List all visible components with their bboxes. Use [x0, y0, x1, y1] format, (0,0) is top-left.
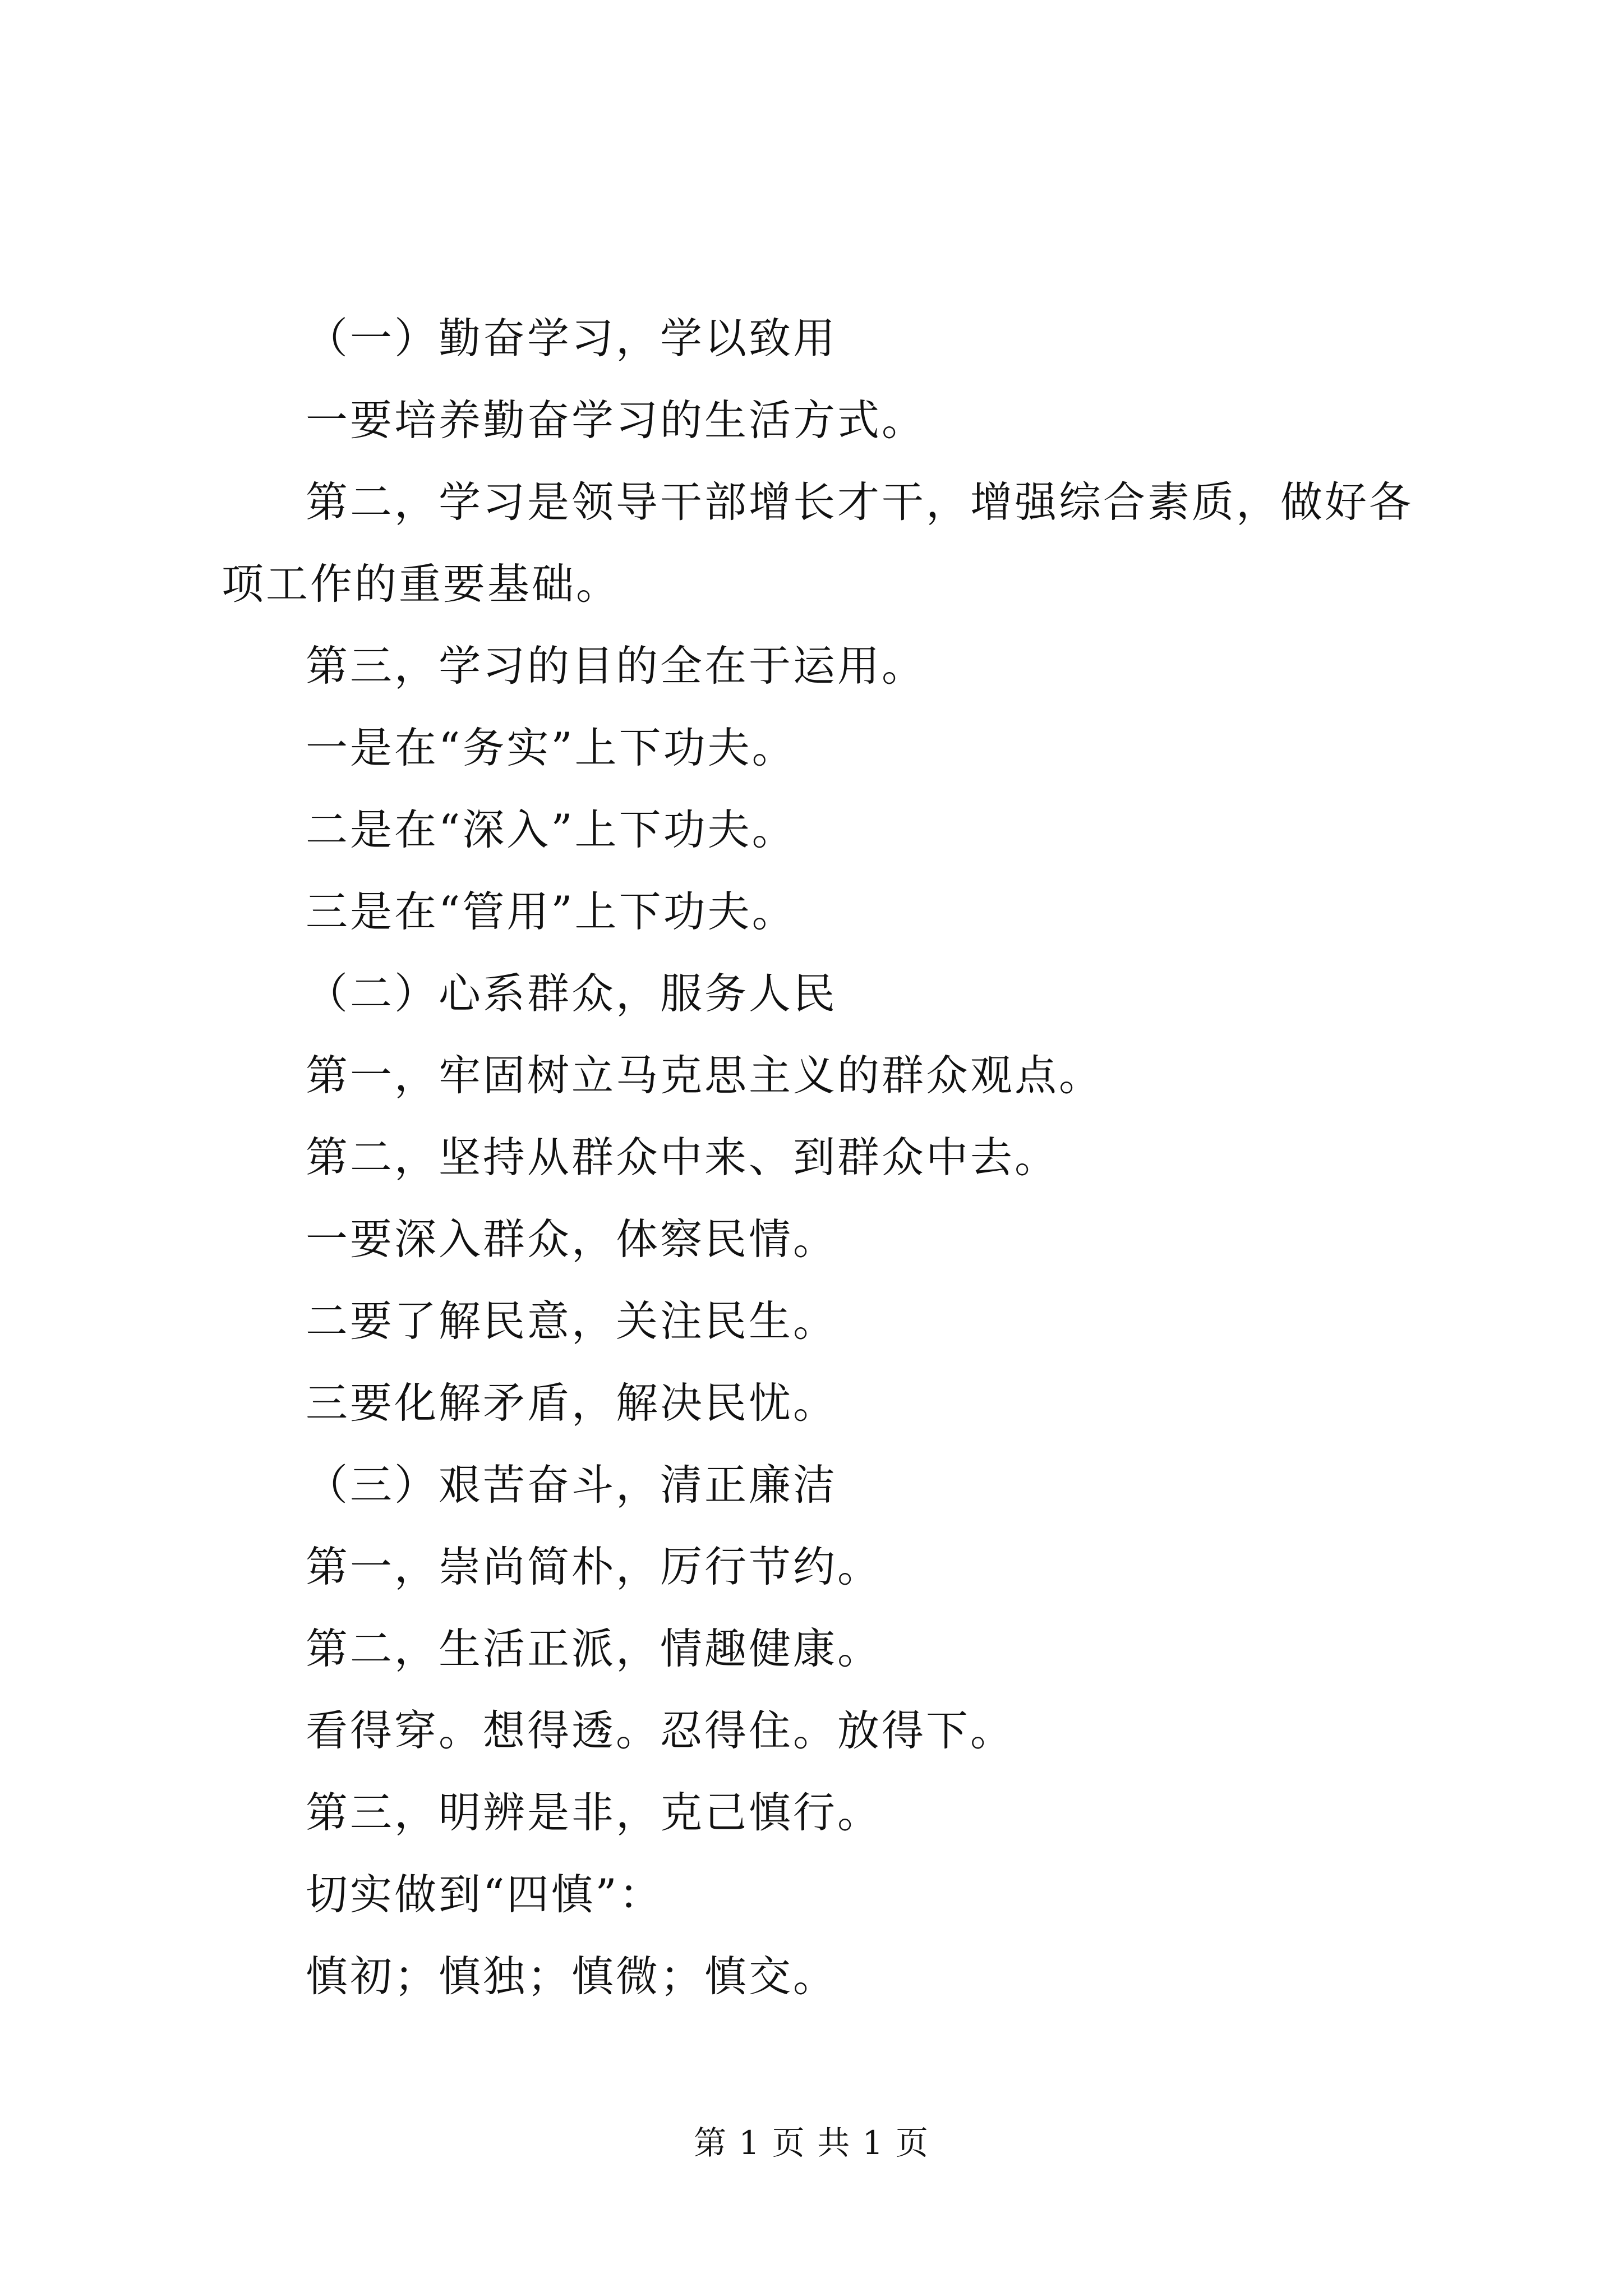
- paragraph: 二要了解民意，关注民生。: [306, 1296, 838, 1346]
- section-heading-1: （一）勤奋学习，学以致用: [306, 314, 838, 363]
- paragraph: 三要化解矛盾，解决民忧。: [306, 1378, 838, 1428]
- paragraph: 一是在“务实”上下功夫。: [306, 723, 796, 772]
- paragraph: 第二，坚持从群众中来、到群众中去。: [306, 1133, 1059, 1182]
- document-body: [222, 297, 1427, 2017]
- paragraph: 二是在“深入”上下功夫。: [306, 805, 796, 854]
- paragraph: 三是在“管用”上下功夫。: [306, 887, 796, 936]
- paragraph: 慎初；慎独；慎微；慎交。: [306, 1952, 838, 2001]
- paragraph: 第一，崇尚简朴，厉行节约。: [306, 1542, 882, 1591]
- page-number-footer: 第 1 页 共 1 页: [694, 2124, 929, 2162]
- paragraph: 一要深入群众，体察民情。: [306, 1214, 838, 1264]
- paragraph: 第二，学习是领导干部增长才干，增强综合素质，做好各项工作的重要基础。: [222, 477, 1414, 609]
- paragraph: 切实做到“四慎”：: [306, 1870, 663, 1919]
- paragraph: 第一，牢固树立马克思主义的群众观点。: [306, 1051, 1104, 1100]
- section-heading-3: （三）艰苦奋斗，清正廉洁: [306, 1460, 838, 1510]
- paragraph: 第三，学习的目的全在于运用。: [306, 641, 926, 691]
- paragraph: 第三，明辨是非，克己慎行。: [306, 1788, 882, 1837]
- paragraph: 看得穿。想得透。忍得住。放得下。: [306, 1706, 1015, 1755]
- paragraph: 一要培养勤奋学习的生活方式。: [306, 395, 926, 445]
- paragraph: 第二，生活正派，情趣健康。: [306, 1624, 882, 1673]
- section-heading-2: （二）心系群众，服务人民: [306, 969, 838, 1018]
